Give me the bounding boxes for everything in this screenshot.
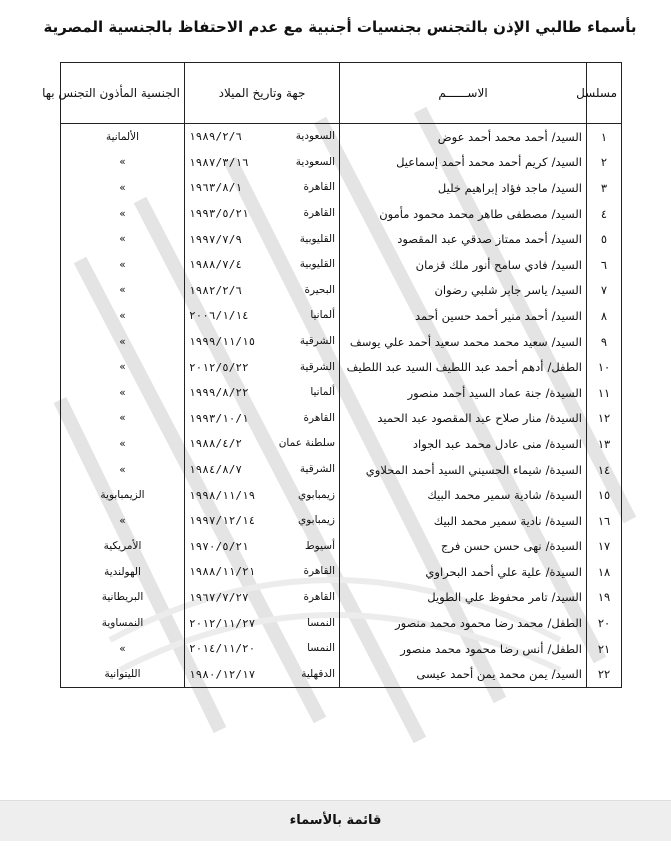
nationality: » xyxy=(119,386,126,399)
table-row xyxy=(61,278,622,304)
cell-birth xyxy=(185,661,340,687)
nationality: النمساوية xyxy=(101,617,144,630)
nationality: » xyxy=(119,463,126,476)
cell-serial xyxy=(587,303,622,329)
nationality: البريطانية xyxy=(101,591,144,604)
birth-date: ٢٠١٤/١١/٢٠ xyxy=(189,642,256,656)
name-prefix: السيد/ xyxy=(551,232,582,247)
birth-date: ١٩٦٧/٧/٢٧ xyxy=(189,590,249,604)
birth-date: ١٩٨٨/٧/٤ xyxy=(189,258,242,272)
name-prefix: الطفل/ xyxy=(547,641,582,656)
nationality: » xyxy=(119,335,126,348)
serial-number: ٥ xyxy=(600,232,608,247)
caption-text: قائمة بالأسماء xyxy=(289,813,382,828)
name-prefix: السيد/ xyxy=(551,155,582,170)
applicant-name: أدهم أحمد عبد اللطيف السيد عبد اللطيف xyxy=(346,360,544,375)
serial-number: ١٨ xyxy=(597,564,611,579)
name-prefix: السيدة/ xyxy=(545,488,582,503)
cell-serial xyxy=(587,661,622,687)
applicant-name: منى عادل محمد عبد الجواد xyxy=(412,436,542,451)
cell-nationality xyxy=(61,559,185,585)
applicant-name: كريم أحمد محمد أحمد إسماعيل xyxy=(396,155,548,170)
header-name: الاســــــم xyxy=(340,63,587,124)
serial-number: ١٠ xyxy=(597,360,611,375)
document-title: بأسماء طالبي الإذن بالتجنس بجنسيات أجنبية مع عدم الاحتفاظ بالجنسية المصرية xyxy=(43,18,637,36)
applicant-name: ياسر جابر شلبي رضوان xyxy=(434,283,548,298)
cell-nationality xyxy=(61,406,185,432)
name-prefix: السيدة/ xyxy=(545,436,582,451)
table-row xyxy=(61,610,622,636)
table-row xyxy=(61,354,622,380)
table-row xyxy=(61,559,622,585)
serial-number: ١٧ xyxy=(597,539,611,554)
header-serial: مسلسل xyxy=(587,63,622,124)
cell-nationality xyxy=(61,534,185,560)
cell-serial xyxy=(587,457,622,483)
cell-nationality xyxy=(61,585,185,611)
serial-number: ١ xyxy=(600,129,608,144)
cell-name xyxy=(340,636,587,662)
cell-serial xyxy=(587,380,622,406)
birth-place: زيمبابوي xyxy=(298,514,335,527)
applicant-name: مصطفى طاهر محمد محمود مأمون xyxy=(379,206,548,221)
birth-date: ١٩٩٧/١٢/١٤ xyxy=(189,514,256,528)
birth-date: ١٩٨٤/٨/٧ xyxy=(189,463,242,477)
cell-name xyxy=(340,585,587,611)
cell-birth xyxy=(185,457,340,483)
birth-place: النمسا xyxy=(307,642,335,655)
cell-name xyxy=(340,124,587,150)
cell-serial xyxy=(587,354,622,380)
cell-name xyxy=(340,278,587,304)
cell-nationality xyxy=(61,303,185,329)
serial-number: ٢٠ xyxy=(597,616,611,631)
cell-birth xyxy=(185,303,340,329)
nationality: الليتوانية xyxy=(104,668,141,681)
cell-name xyxy=(340,329,587,355)
cell-birth xyxy=(185,124,340,150)
birth-place: القاهرة xyxy=(303,181,335,194)
applicant-name: أحمد ممتاز صدقي عبد المقصود xyxy=(397,232,548,247)
name-prefix: السيدة/ xyxy=(545,411,582,426)
cell-nationality xyxy=(61,380,185,406)
birth-place: القاهرة xyxy=(303,411,335,424)
cell-nationality xyxy=(61,175,185,201)
name-prefix: السيدة/ xyxy=(545,564,582,579)
applicants-table xyxy=(42,62,622,688)
cell-nationality xyxy=(61,636,185,662)
nationality: » xyxy=(119,156,126,169)
serial-number: ٨ xyxy=(600,308,608,323)
birth-place: القاهرة xyxy=(303,590,335,603)
name-prefix: السيد/ xyxy=(551,667,582,682)
cell-birth xyxy=(185,278,340,304)
serial-number: ١٥ xyxy=(597,488,611,503)
cell-nationality xyxy=(61,508,185,534)
birth-date: ١٩٧٠/٥/٢١ xyxy=(189,539,249,553)
table-row xyxy=(61,380,622,406)
birth-place: القليوبية xyxy=(299,232,335,245)
birth-place: السعودية xyxy=(295,155,335,168)
birth-place: السعودية xyxy=(295,130,335,143)
header-nationality: الجنسية المأذون التجنس بها xyxy=(61,63,185,124)
cell-nationality xyxy=(61,610,185,636)
cell-nationality xyxy=(61,329,185,355)
name-prefix: السيد/ xyxy=(551,129,582,144)
cell-serial xyxy=(587,226,622,252)
name-prefix: السيدة/ xyxy=(545,385,582,400)
serial-number: ٩ xyxy=(600,334,608,349)
birth-date: ١٩٩٩/٨/٢٢ xyxy=(189,386,249,400)
serial-number: ١٤ xyxy=(597,462,611,477)
cell-birth xyxy=(185,150,340,176)
birth-date: ٢٠١٢/٥/٢٢ xyxy=(189,360,249,374)
cell-birth xyxy=(185,354,340,380)
cell-nationality xyxy=(61,278,185,304)
table-row xyxy=(61,124,622,150)
nationality: » xyxy=(119,181,126,194)
applicant-name: أحمد منير أحمد حسين أحمد xyxy=(415,308,548,323)
name-prefix: السيد/ xyxy=(551,590,582,605)
cell-name xyxy=(340,661,587,687)
nationality: » xyxy=(119,514,126,527)
cell-birth xyxy=(185,201,340,227)
cell-name xyxy=(340,482,587,508)
name-prefix: السيد/ xyxy=(551,257,582,272)
table-row xyxy=(61,175,622,201)
cell-name xyxy=(340,150,587,176)
applicant-name: تامر محفوظ علي الطويل xyxy=(427,590,548,605)
cell-serial xyxy=(587,406,622,432)
table-row xyxy=(61,226,622,252)
nationality: » xyxy=(119,207,126,220)
cell-nationality xyxy=(61,661,185,687)
name-prefix: السيد/ xyxy=(551,308,582,323)
nationality: الأمريكية xyxy=(103,540,142,553)
birth-date: ١٩٩٣/٥/٢١ xyxy=(189,207,249,221)
serial-number: ١٦ xyxy=(597,513,611,528)
cell-nationality xyxy=(61,201,185,227)
birth-date: ٢٠١٢/١١/٢٧ xyxy=(189,616,256,630)
cell-serial xyxy=(587,252,622,278)
name-prefix: الطفل/ xyxy=(547,616,582,631)
cell-serial xyxy=(587,124,622,150)
cell-birth xyxy=(185,175,340,201)
nationality: الألمانية xyxy=(105,130,140,143)
birth-date: ١٩٦٣/٨/١ xyxy=(189,181,242,195)
nationality: » xyxy=(119,361,126,374)
cell-nationality xyxy=(61,150,185,176)
serial-number: ١١ xyxy=(597,385,611,400)
cell-name xyxy=(340,380,587,406)
table-row xyxy=(61,150,622,176)
birth-date: ١٩٩٨/١١/١٩ xyxy=(189,488,256,502)
cell-nationality xyxy=(61,354,185,380)
applicant-name: يمن محمد يمن أحمد عيسى xyxy=(416,667,548,682)
table-row xyxy=(61,636,622,662)
applicant-name: جنة عماد السيد أحمد منصور xyxy=(407,385,542,400)
table-header-row xyxy=(61,63,622,124)
table-row xyxy=(61,508,622,534)
cell-name xyxy=(340,226,587,252)
cell-name xyxy=(340,431,587,457)
table-row xyxy=(61,201,622,227)
birth-date: ١٩٩٧/٧/٩ xyxy=(189,232,242,246)
cell-name xyxy=(340,406,587,432)
cell-serial xyxy=(587,278,622,304)
cell-serial xyxy=(587,508,622,534)
table-row xyxy=(61,661,622,687)
serial-number: ١٩ xyxy=(597,590,611,605)
table-row xyxy=(61,534,622,560)
serial-number: ٢١ xyxy=(597,641,611,656)
birth-place: البحيرة xyxy=(304,283,335,296)
cell-birth xyxy=(185,559,340,585)
cell-serial xyxy=(587,610,622,636)
serial-number: ١٢ xyxy=(597,411,611,426)
birth-place: القاهرة xyxy=(303,565,335,578)
applicant-name: نادية سمير محمد البيك xyxy=(433,513,542,528)
cell-birth xyxy=(185,406,340,432)
cell-birth xyxy=(185,226,340,252)
table-row xyxy=(61,252,622,278)
cell-nationality xyxy=(61,252,185,278)
cell-name xyxy=(340,534,587,560)
name-prefix: الطفل/ xyxy=(547,360,582,375)
cell-name xyxy=(340,457,587,483)
birth-date: ١٩٨٢/٢/٦ xyxy=(189,283,242,297)
header-birth: جهة وتاريخ الميلاد xyxy=(185,63,340,124)
cell-name xyxy=(340,610,587,636)
birth-place: أسيوط xyxy=(304,539,335,552)
cell-birth xyxy=(185,252,340,278)
nationality: » xyxy=(119,233,126,246)
serial-number: ٤ xyxy=(600,206,608,221)
table-row xyxy=(61,431,622,457)
cell-name xyxy=(340,252,587,278)
table-row xyxy=(61,457,622,483)
cell-nationality xyxy=(61,457,185,483)
cell-serial xyxy=(587,559,622,585)
serial-number: ٦ xyxy=(600,257,608,272)
birth-date: ١٩٨٠/١٢/١٧ xyxy=(189,667,256,681)
cell-name xyxy=(340,201,587,227)
cell-serial xyxy=(587,431,622,457)
cell-birth xyxy=(185,636,340,662)
birth-place: ألمانيا xyxy=(310,386,335,399)
applicant-name: أحمد محمد أحمد عوض xyxy=(437,129,548,144)
name-prefix: السيدة/ xyxy=(545,513,582,528)
cell-nationality xyxy=(61,226,185,252)
birth-date: ١٩٨٧/٣/١٦ xyxy=(189,155,249,169)
nationality: » xyxy=(119,284,126,297)
cell-birth xyxy=(185,508,340,534)
nationality: » xyxy=(119,309,126,322)
cell-name xyxy=(340,508,587,534)
cell-name xyxy=(340,303,587,329)
applicant-name: علية علي أحمد البحراوي xyxy=(425,564,542,579)
birth-place: الشرقية xyxy=(299,463,335,476)
table-row xyxy=(61,329,622,355)
nationality: » xyxy=(119,412,126,425)
table-row xyxy=(61,585,622,611)
applicant-name: فادي سامح أنور ملك قزمان xyxy=(415,257,548,272)
serial-number: ٧ xyxy=(600,283,608,298)
cell-birth xyxy=(185,610,340,636)
applicant-name: شادية سمير محمد البيك xyxy=(427,488,542,503)
birth-place: ألمانيا xyxy=(310,309,335,322)
birth-date: ١٩٩٩/١١/١٥ xyxy=(189,335,256,349)
birth-date: ٢٠٠٦/١/١٤ xyxy=(189,309,249,323)
name-prefix: السيد/ xyxy=(551,334,582,349)
cell-serial xyxy=(587,585,622,611)
serial-number: ١٣ xyxy=(597,436,611,451)
cell-serial xyxy=(587,329,622,355)
cell-serial xyxy=(587,175,622,201)
table-row xyxy=(61,406,622,432)
birth-place: النمسا xyxy=(307,616,335,629)
caption-bar xyxy=(0,800,671,841)
cell-serial xyxy=(587,150,622,176)
cell-name xyxy=(340,354,587,380)
cell-name xyxy=(340,175,587,201)
cell-birth xyxy=(185,431,340,457)
cell-name xyxy=(340,559,587,585)
nationality: » xyxy=(119,437,126,450)
table-row xyxy=(61,303,622,329)
nationality: الهولندية xyxy=(104,565,141,578)
serial-number: ٣ xyxy=(600,180,608,195)
birth-place: الشرقية xyxy=(299,335,335,348)
applicant-name: سعيد محمد محمد سعيد أحمد علي يوسف xyxy=(349,334,548,349)
birth-place: سلطنة عمان xyxy=(278,437,335,450)
birth-date: ١٩٨٨/٤/٢ xyxy=(189,437,242,451)
name-prefix: السيدة/ xyxy=(545,462,582,477)
applicant-name: أنس رضا محمود محمد منصور xyxy=(400,641,544,656)
cell-serial xyxy=(587,534,622,560)
name-prefix: السيد/ xyxy=(551,206,582,221)
nationality: » xyxy=(119,258,126,271)
cell-birth xyxy=(185,534,340,560)
applicant-name: شيماء الحسيني السيد أحمد المحلاوي xyxy=(365,462,542,477)
cell-serial xyxy=(587,482,622,508)
cell-birth xyxy=(185,482,340,508)
birth-place: الدقهلية xyxy=(301,667,335,680)
birth-place: القاهرة xyxy=(303,207,335,220)
cell-birth xyxy=(185,380,340,406)
serial-number: ٢٢ xyxy=(597,667,611,682)
birth-place: الشرقية xyxy=(299,360,335,373)
cell-serial xyxy=(587,201,622,227)
birth-place: القليوبية xyxy=(299,258,335,271)
nationality: الزيمبابوية xyxy=(100,489,145,502)
name-prefix: السيدة/ xyxy=(545,539,582,554)
serial-number: ٢ xyxy=(600,155,608,170)
applicant-name: محمد رضا محمود محمد منصور xyxy=(395,616,544,631)
applicant-name: ماجد فؤاد إبراهيم خليل xyxy=(437,180,548,195)
birth-date: ١٩٩٣/١٠/١ xyxy=(189,411,249,425)
applicant-name: منار صلاح عبد المقصود عبد الحميد xyxy=(377,411,542,426)
name-prefix: السيد/ xyxy=(551,180,582,195)
birth-date: ١٩٨٨/١١/٢١ xyxy=(189,565,256,579)
cell-birth xyxy=(185,329,340,355)
name-prefix: السيد/ xyxy=(551,283,582,298)
nationality: » xyxy=(119,642,126,655)
cell-birth xyxy=(185,585,340,611)
cell-serial xyxy=(587,636,622,662)
birth-place: زيمبابوي xyxy=(298,488,335,501)
birth-date: ١٩٨٩/٢/٦ xyxy=(189,130,242,144)
cell-nationality xyxy=(61,431,185,457)
applicant-name: نهى حسن حسن فرج xyxy=(441,539,542,554)
table-row xyxy=(61,482,622,508)
cell-nationality xyxy=(61,482,185,508)
cell-nationality xyxy=(61,124,185,150)
